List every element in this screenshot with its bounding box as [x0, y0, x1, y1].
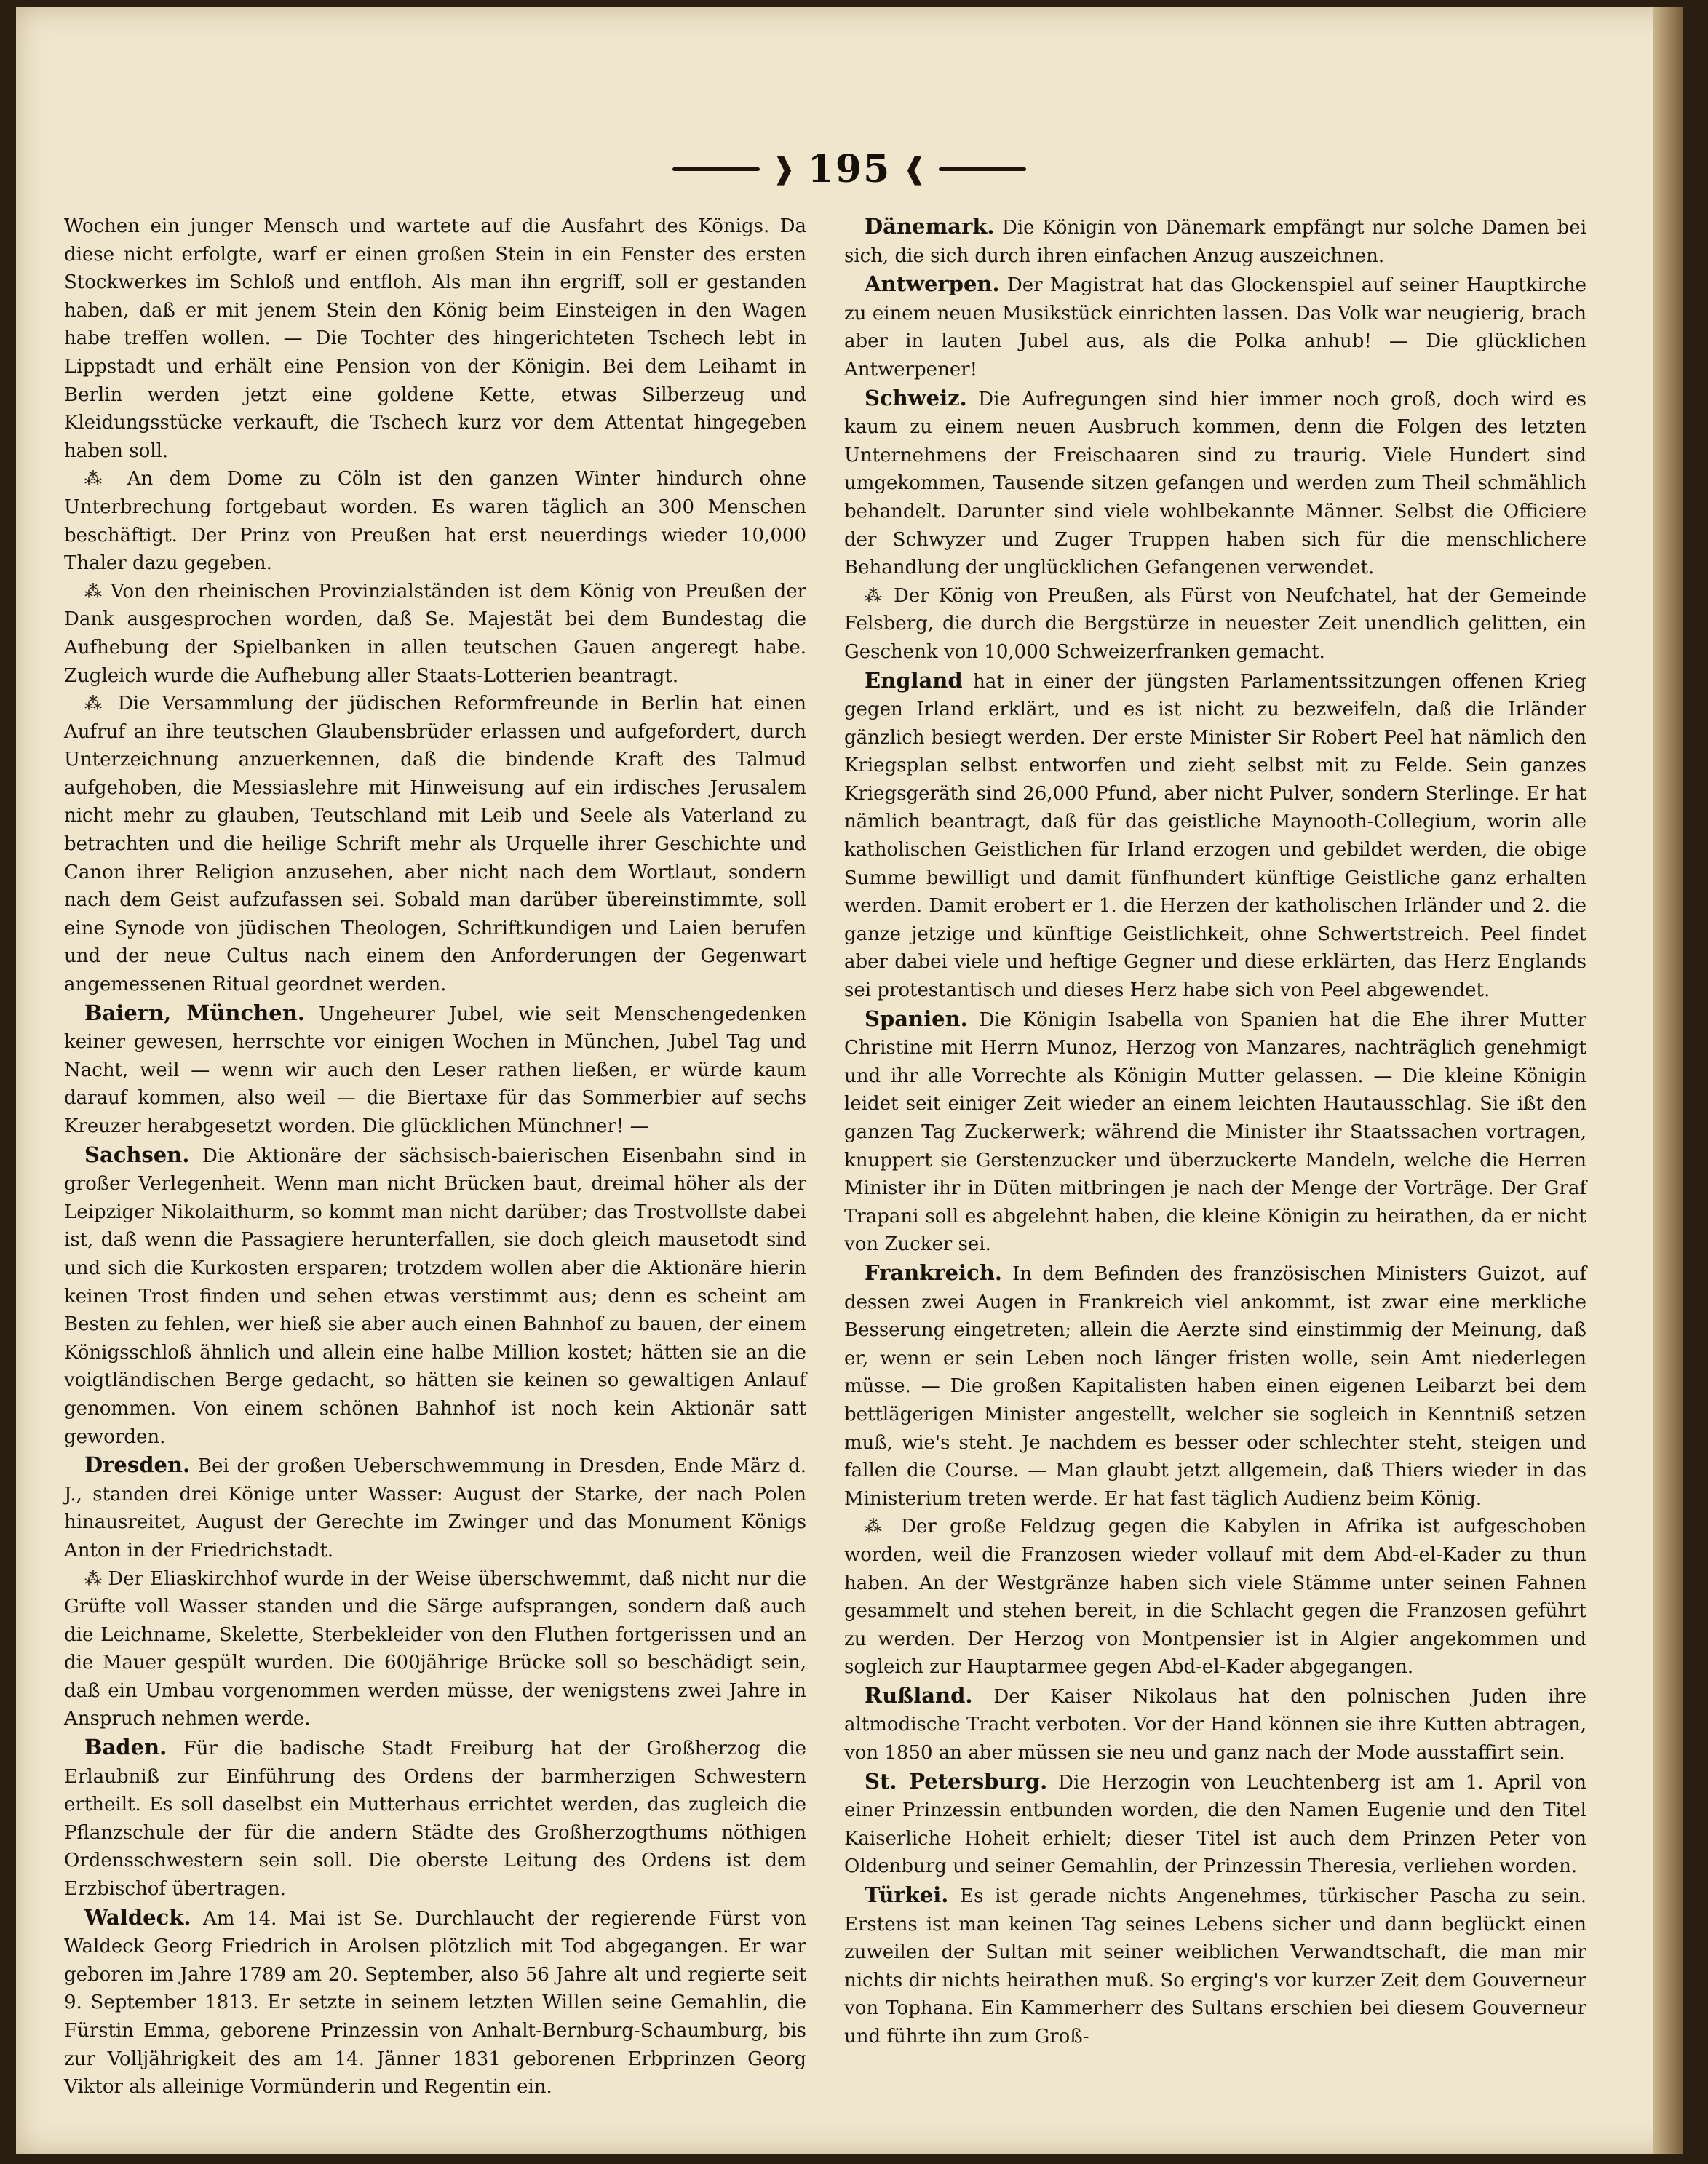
article-paragraph: Dresden. Bei der großen Ueberschwemmung in Dresden, Ende März d. J., standen drei Könige unter Wasser: August der Starke, der nach Polen hinausreitet, August der Gerechte im Zwinger und das Monument Königs Anton in der Friedrichstadt. — [64, 1452, 806, 1562]
section-heading: Antwerpen. — [865, 271, 1000, 297]
article-paragraph: Frankreich. In dem Befinden des französischen Ministers Guizot, auf dessen zwei Augen in Frankreich viel ankommt, ist zwar eine merkliche Besserung eingetreten; allein die Aerzte sind einstimmig der Meinung, daß er, wenn er sein Leben noch länger fristen wolle, sein Amt niederlegen müsse. — Die großen Kapitalisten haben einen eigenen Leibarzt bei dem bettlägerigen Minister angestellt, welcher sie sogleich in Kenntniß setzen muß, wie's steht. Je nachdem es besser oder schlechter steht, steigen und fallen die Course. — Man glaubt jetzt allgemein, daß Thiers wieder in das Ministerium treten werde. Er hat fast täglich Audienz beim König. — [844, 1260, 1586, 1510]
article-paragraph: ⁂ Die Versammlung der jüdischen Reformfreunde in Berlin hat einen Aufruf an ihre teutschen Glaubensbrüder erlassen und aufgefordert, durch Unterzeichnung anzuerkennen, daß die bindende Kraft des Talmud aufgehoben, die Messiaslehre mit Hinweisung auf ein irdisches Jerusalem nicht mehr zu glauben, Teutschland mit Leib und Seele als Vaterland zu betrachten und die heilige Schrift mehr als Urquelle ihrer Geschichte und Canon ihrer Religion anzusehen, aber nicht nach dem Wortlaut, sondern nach dem Geist aufzufassen sei. Sobald man darüber übereinstimmte, soll eine Synode von jüdischen Theologen, Schriftkundigen und Laien berufen und der neue Cultus nach einem den Anforderungen der Gegenwart angemessenen Ritual geordnet werden. — [64, 693, 807, 996]
section-heading: Waldeck. — [84, 1904, 191, 1930]
section-heading: Spanien. — [865, 1006, 968, 1031]
article-paragraph: Antwerpen. Der Magistrat hat das Glockenspiel auf seiner Hauptkirche zu einem neuen Musikstück einrichten lassen. Das Volk war neugierig, brach aber in lauten Jubel aus, als die Polka anhub! — Die glücklichen Antwerpener! — [844, 271, 1586, 381]
right-column — [844, 212, 1586, 2051]
ornament-right-icon: ❰ — [902, 152, 927, 186]
page-header — [16, 147, 1683, 191]
section-heading: Baiern, München. — [84, 1000, 305, 1025]
section-heading: England — [865, 667, 963, 693]
newspaper-page — [16, 7, 1683, 2154]
article-paragraph: ⁂ Von den rheinischen Provinzialständen ist dem König von Preußen der Dank ausgesprochen worden, daß Se. Majestät bei dem Bundestag die Aufhebung der Spielbanken in allen teutschen Gauen angeregt habe. Zugleich wurde die Aufhebung aller Staats-Lotterien beantragt. — [64, 580, 807, 687]
section-heading: Frankreich. — [865, 1260, 1002, 1285]
section-heading: Dresden. — [84, 1452, 191, 1478]
article-paragraph: ⁂ An dem Dome zu Cöln ist den ganzen Winter hindurch ohne Unterbrechung fortgebaut worden. Es waren täglich an 300 Menschen beschäftigt. Der Prinz von Preußen hat erst neuerdings wieder 10,000 Thaler dazu gegeben. — [64, 468, 806, 575]
article-paragraph: Rußland. Der Kaiser Nikolaus hat den polnischen Juden ihre altmodische Tracht verboten. Vor der Hand können sie ihre Kutten abtragen, von 1850 an aber müssen sie neu und ganz nach der Mode ausstaffirt sein. — [844, 1682, 1586, 1765]
section-heading: Türkei. — [865, 1882, 949, 1908]
left-column — [64, 212, 806, 2101]
article-paragraph: Dänemark. Die Königin von Dänemark empfängt nur solche Damen bei sich, die sich durch ihren einfachen Anzug auszeichnen. — [844, 214, 1587, 267]
article-paragraph: ⁂ Der Eliaskirchhof wurde in der Weise überschwemmt, daß nicht nur die Grüfte voll Wasser standen und die Särge aufsprangen, sondern daß auch die Leichname, Skelette, Sterbekleider von den Fluthen fortgerissen und an die Mauer gespült wurden. Die 600jährige Brücke soll so beschädigt sein, daß ein Umbau vorgenommen werden müsse, der wenigstens zwei Jahre in Anspruch nehmen werde. — [64, 1567, 807, 1730]
article-paragraph: Schweiz. Die Aufregungen sind hier immer noch groß, doch wird es kaum zu einem neuen Ausbruch kommen, denn die Folgen des letzten Unternehmens der Freischaaren sind zu traurig. Viele Hundert sind umgekommen, Tausende sitzen gefangen und werden zum Theil schmählich behandelt. Darunter sind viele wohlbekannte Männer. Selbst die Officiere der Schwyzer und Zuger Truppen haben sich für die menschlichere Behandlung der unglücklichen Gefangenen verwendet. — [844, 385, 1587, 579]
page-number: 195 — [807, 146, 891, 191]
section-heading: St. Petersburg. — [865, 1768, 1048, 1794]
section-heading: Rußland. — [865, 1682, 973, 1708]
article-paragraph: ⁂ Der große Feldzug gegen die Kabylen in Afrika ist aufgeschoben worden, weil die Franzosen wieder vollauf mit dem Abd-el-Kader zu thun haben. An der Westgränze haben sich viele Stämme unter seinen Fahnen gesammelt und stehen bereit, in die Schlacht gegen die Franzosen geführt zu werden. Der Herzog von Montpensier ist in Algier angekommen und sogleich zur Hauptarmee gegen Abd-el-Kader abgegangen. — [844, 1516, 1587, 1679]
section-heading: Baden. — [84, 1735, 167, 1760]
article-paragraph: Türkei. Es ist gerade nichts Angenehmes, türkischer Pascha zu sein. Erstens ist man keinen Tag seines Lebens sicher und dann beglückt einen zuweilen der Sultan mit seiner weiblichen Verwandtschaft, die man mir nichts dir nichts heirathen muß. So erging's vor kurzer Zeit dem Gouverneur von Tophana. Ein Kammerherr des Sultans erschien bei diesem Gouverneur und führte ihn zum Groß- — [844, 1882, 1587, 2048]
article-paragraph: Wochen ein junger Mensch und wartete auf die Ausfahrt des Königs. Da diese nicht erfolgte, warf er einen großen Stein in ein Fenster des ersten Stockwerkes im Schloß und entfloh. Als man ihn ergriff, soll er gestanden haben, daß er mit jenem Stein den König beim Einsteigen in den Wagen habe treffen wollen. — Die Tochter des hingerichteten Tschech lebt in Lippstadt und erhält eine Pension von der Königin. Bei dem Leihamt in Berlin werden jetzt eine goldene Kette, etwas Silberzeug und Kleidungsstücke verkauft, die Tschech kurz vor dem Attentat hingegeben haben soll. — [64, 215, 806, 462]
section-heading: Dänemark. — [865, 214, 995, 239]
article-paragraph: Baiern, München. Ungeheurer Jubel, wie seit Menschengedenken keiner gewesen, herrschte vor einigen Wochen in München, Jubel Tag und Nacht, weil — wenn wir auch den Leser rathen ließen, er würde kaum darauf kommen, also weil — die Biertaxe für das Sommerbier auf sechs Kreuzer herabgesetzt worden. Die glücklichen Münchner! — — [64, 1000, 806, 1137]
article-paragraph: Baden. Für die badische Stadt Freiburg hat der Großherzog die Erlaubniß zur Einführung des Ordens der barmherzigen Schwestern ertheilt. Es soll daselbst ein Mutterhaus errichtet werden, das zugleich die Pflanzschule der für die andern Städte des Großherzogthums nöthigen Ordensschwestern sein soll. Die oberste Leitung des Ordens ist dem Erzbischof übertragen. — [64, 1735, 806, 1901]
ornament-rule-right — [939, 167, 1026, 171]
article-paragraph: Spanien. Die Königin Isabella von Spanien hat die Ehe ihrer Mutter Christine mit Herrn Munoz, Herzog von Manzares, nachträglich genehmigt und ihr alle Vorrechte als Königin Mutter gelassen. — Die kleine Königin leidet seit einiger Zeit wieder an einem leichten Hautausschlag. Sie ißt den ganzen Tag Zuckerwerk; während die Minister ihr Staatssachen vortragen, knuppert sie Gerstenzucker und überzuckerte Mandeln, welche die Herren Minister ihr in Düten mitbringen je nach der Menge der Vorträge. Der Graf Trapani soll es abgelehnt haben, die kleine Königin zu heirathen, da er nicht von Zucker sei. — [844, 1006, 1587, 1256]
article-paragraph: Sachsen. Die Aktionäre der sächsisch-baierischen Eisenbahn sind in großer Verlegenheit. Wenn man nicht Brücken baut, dreimal höher als der Leipziger Nikolaithurm, so kommt man nicht darüber; das Trostvollste dabei ist, daß wenn die Passagiere herunterfallen, sie doch gleich mausetodt sind und sich die Kurkosten ersparen; trotzdem wollen aber die Aktionäre hierin keinen Trost finden und sehen etwas verstimmt aus; denn es scheint am Besten zu fehlen, wer hieß sie aber auch einen Bahnhof zu bauen, der einem Königsschloß ähnlich und allein eine halbe Million kostet; hätten sie an die voigtländischen Berge gedacht, so hätten sie keinen so gewaltigen Anlauf genommen. Von einem schönen Bahnhof ist noch kein Aktionär satt geworden. — [64, 1142, 807, 1448]
article-paragraph: ⁂ Der König von Preußen, als Fürst von Neufchatel, hat der Gemeinde Felsberg, die durch die Bergstürze in neuester Zeit unendlich gelitten, ein Geschenk von 10,000 Schweizerfranken gemacht. — [844, 584, 1587, 663]
section-heading: Sachsen. — [84, 1142, 190, 1167]
section-heading: Schweiz. — [865, 385, 967, 410]
article-paragraph: Waldeck. Am 14. Mai ist Se. Durchlaucht der regierende Fürst von Waldeck Georg Friedrich in Arolsen plötzlich mit Tod abgegangen. Er war geboren im Jahre 1789 am 20. September, also 56 Jahre alt und regierte seit 9. September 1813. Er setzte in seinem letzten Willen seine Gemahlin, die Fürstin Emma, geborene Prinzessin von Anhalt-Bernburg-Schaumburg, bis zur Volljährigkeit des am 14. Jänner 1831 geborenen Erbprinzen Georg Viktor als alleinige Vormünderin und Regentin ein. — [64, 1904, 807, 2099]
article-paragraph: England hat in einer der jüngsten Parlamentssitzungen offenen Krieg gegen Irland erklärt, und es ist nicht zu bezweifeln, daß die Irländer gänzlich besiegt werden. Der erste Minister Sir Robert Peel hat nämlich den Kriegsplan selbst entworfen und zieht selbst mit zu Felde. Sein ganzes Kriegsgeräth sind 26,000 Pfund, aber nicht Pulver, sondern Sterlinge. Er hat nämlich beantragt, daß für das geistliche Maynooth-Collegium, worin alle katholischen Geistlichen für Irland erzogen und gebildet werden, die obige Summe bewilligt und damit fünfhundert künftige Geistliche ganz erhalten werden. Damit erobert er 1. die Herzen der katholischen Irländer und 2. die ganze jetzige und künftige Geistlichkeit, ohne Schwertstreich. Peel findet aber dabei viele und heftige Gegner und diese erklärten, das Herz Englands sei protestantisch und dieses Herz habe sich von Peel abgewendet. — [844, 667, 1586, 1002]
page-edge — [1653, 7, 1683, 2154]
ornament-left-icon: ❱ — [771, 152, 796, 186]
article-paragraph: St. Petersburg. Die Herzogin von Leuchtenberg ist am 1. April von einer Prinzessin entbunden worden, die den Namen Eugenie und den Titel Kaiserliche Hoheit erhielt; dieser Titel ist auch dem Prinzen Peter von Oldenburg und seiner Gemahlin, der Prinzessin Theresia, verliehen worden. — [844, 1768, 1586, 1878]
ornament-rule-left — [672, 167, 760, 171]
